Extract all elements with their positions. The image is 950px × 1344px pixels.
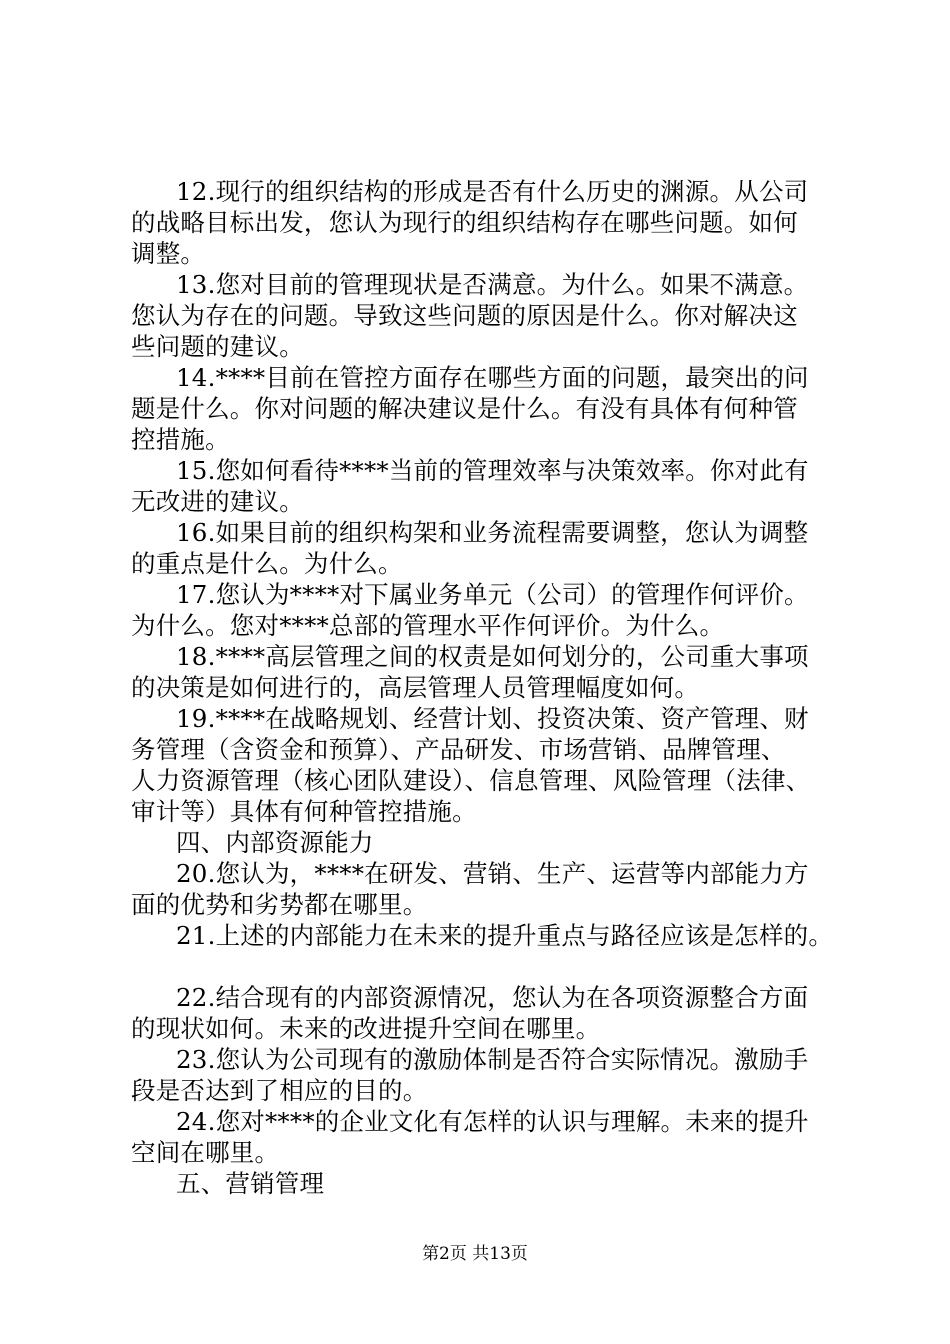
- text-line: 24.您对****的企业文化有怎样的认识与理解。未来的提升: [176, 1107, 809, 1136]
- section-heading: 五、营销管理: [176, 1169, 325, 1198]
- text-line: 13.您对目前的管理现状是否满意。为什么。如果不满意。: [176, 270, 809, 299]
- text-line: 12.现行的组织结构的形成是否有什么历史的渊源。从公司: [176, 177, 809, 206]
- text-line: 17.您认为****对下属业务单元（公司）的管理作何评价。: [176, 580, 809, 609]
- text-line: 20.您认为，****在研发、营销、生产、运营等内部能力方: [176, 859, 809, 888]
- page-footer: 第2页 共13页: [422, 1244, 528, 1264]
- text-line: 面的优势和劣势都在哪里。: [131, 890, 428, 919]
- text-line: 15.您如何看待****当前的管理效率与决策效率。你对此有: [176, 456, 809, 485]
- text-line: 18.****高层管理之间的权责是如何划分的，公司重大事项: [176, 642, 809, 671]
- text-line: 为什么。您对****总部的管理水平作何评价。为什么。: [131, 611, 725, 640]
- text-line: 您认为存在的问题。导致这些问题的原因是什么。你对解决这: [131, 301, 798, 330]
- text-line: 的现状如何。未来的改进提升空间在哪里。: [131, 1014, 601, 1043]
- text-line: 调整。: [131, 239, 206, 268]
- text-line: 无改进的建议。: [131, 487, 304, 516]
- text-line: 16.如果目前的组织构架和业务流程需要调整，您认为调整: [176, 518, 809, 547]
- text-line: 人力资源管理（核心团队建设）、信息管理、风险管理（法律、: [131, 766, 811, 795]
- text-line: 的决策是如何进行的，高层管理人员管理幅度如何。: [131, 673, 700, 702]
- text-line: 务管理（含资金和预算）、产品研发、市场营销、品牌管理、: [131, 735, 786, 764]
- text-line: 的重点是什么。为什么。: [131, 549, 403, 578]
- text-line: 的战略目标出发，您认为现行的组织结构存在哪些问题。如何: [131, 208, 798, 237]
- text-line: 空间在哪里。: [131, 1138, 280, 1167]
- text-line: 14.****目前在管控方面存在哪些方面的问题，最突出的问: [176, 363, 809, 392]
- text-line: 段是否达到了相应的目的。: [131, 1076, 428, 1105]
- text-line: 控措施。: [131, 425, 230, 454]
- section-heading: 四、内部资源能力: [176, 828, 374, 857]
- text-line: 22.结合现有的内部资源情况，您认为在各项资源整合方面: [176, 983, 809, 1012]
- text-line: 21.上述的内部能力在未来的提升重点与路径应该是怎样的。: [176, 921, 834, 950]
- text-line: 题是什么。你对问题的解决建议是什么。有没有具体有何种管: [131, 394, 798, 423]
- text-line: 审计等）具体有何种管控措施。: [131, 797, 477, 826]
- text-line: 些问题的建议。: [131, 332, 304, 361]
- text-line: 19.****在战略规划、经营计划、投资决策、资产管理、财: [176, 704, 809, 733]
- text-line: 23.您认为公司现有的激励体制是否符合实际情况。激励手: [176, 1045, 809, 1074]
